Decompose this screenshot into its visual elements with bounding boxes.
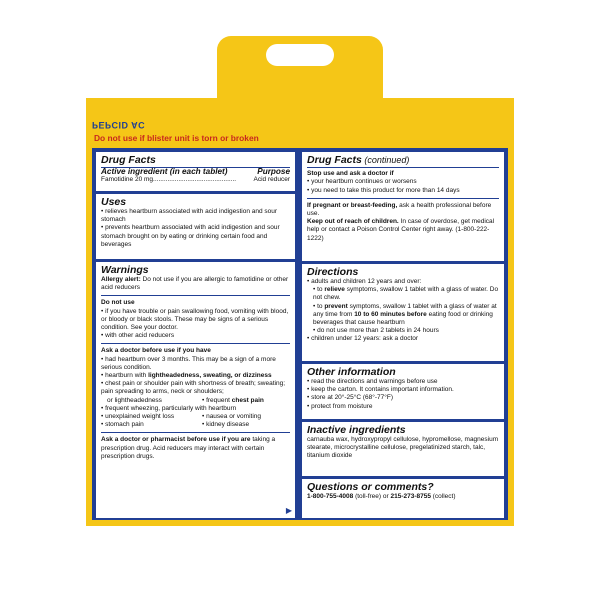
ingredient-name: Famotidine 20 mg <box>101 176 154 184</box>
drug-facts-continued-title: Drug Facts <box>307 154 362 166</box>
keep-out-warning: Keep out of reach of children. In case of overdose, get medical help or contact a Poison Control Center right away. (1-800-222-1222) <box>307 218 495 242</box>
direction-item: • to relieve symptoms, swallow 1 tablet with a glass of water. Do not chew. <box>313 286 499 302</box>
allergy-label: Allergy alert: <box>101 276 141 283</box>
inactive-ingredients-text: carnauba wax, hydroxypropyl cellulose, hypromellose, magnesium stearate, microcrystalline cellulose, pregelatinized starch, talc, titanium dioxide <box>307 436 499 460</box>
active-ingredient-section <box>96 152 295 186</box>
direction-item: • to prevent symptoms, swallow 1 tablet with a glass of water at any time from 10 to 60 minutes before eating food or drinking beverages that cause heartburn <box>313 302 497 327</box>
purpose-header: Purpose <box>257 167 290 176</box>
other-item: • store at 20°-25°C (68°-77°F) <box>307 394 394 402</box>
pregnancy-warning: If pregnant or breast-feeding, ask a health professional before use. <box>307 198 499 218</box>
directions-section <box>302 264 504 346</box>
direction-item: • adults and children 12 years and over: <box>307 278 422 285</box>
inactive-ingredients-section <box>302 422 504 463</box>
uses-section <box>96 194 295 251</box>
use-item: • relieves heartburn associated with acid indigestion and sour stomach <box>101 208 278 224</box>
use-item: • prevents heartburn associated with acid indigestion and sour stomach brought on by eating or drinking certain food and beverages <box>101 224 280 248</box>
stop-use-title: Stop use and ask a doctor if <box>307 170 394 178</box>
allergy-text: Do not use if you are allergic to famotidine or other acid reducers <box>101 276 289 292</box>
questions-section: Questions or comments? 1-800-755-4008 (toll-free) or 215-273-8755 (collect) <box>302 479 504 503</box>
blister-warning: Do not use if blister unit is torn or broken <box>94 133 259 143</box>
other-item: • keep the carton. It contains important information. <box>307 386 454 394</box>
warnings-title: Warnings <box>101 264 149 276</box>
other-information-section <box>302 364 504 413</box>
phone-toll-free: 1-800-755-4008 <box>307 493 354 500</box>
hang-hole <box>266 44 334 66</box>
inactive-ingredients-title: Inactive ingredients <box>307 424 406 436</box>
do-not-use-title: Do not use <box>101 299 135 307</box>
continue-arrow-icon: ▶ <box>285 506 292 515</box>
drug-facts-right-column <box>302 152 504 518</box>
brand-logo-upside-down: PEPCID AC <box>92 120 146 130</box>
phone-collect: 215-273-8755 <box>390 493 431 500</box>
other-item: • protect from moisture <box>307 402 373 410</box>
do-not-use-item: • if you have trouble or pain swallowing food, vomiting with blood, or bloody or black stools. These may be signs of a serious condition. See your doctor. <box>101 307 289 332</box>
direction-item: • do not use more than 2 tablets in 24 hours <box>313 327 439 335</box>
pharmacist-warning: Ask a doctor or pharmacist before use if you are taking a prescription drug. Acid reducers may interact with certain prescription drugs. <box>101 432 290 461</box>
stop-item: • you need to take this product for more than 14 days <box>307 186 460 194</box>
questions-title: Questions or comments? <box>307 481 434 493</box>
warnings-section: Warnings Allergy alert: Do not use if you are allergic to famotidine or other acid reducers Do not use • if you have trouble or pain swallowing food, vomiting with blood, or bloody or black stools. These may be signs of a serious condition. See your doctor. • with other acid reducers Ask a doctor before use if you have • had heartburn over 3 months. This may be a sign of a more serious condition. • heartburn with lightheadedness, sweating, or dizziness • chest pain or shoulder pain with shortness of breath; sweating; pain spreading to arms, neck or shoulders; or lightheadedness • frequent chest pain • frequent wheezing, particularly with heartburn • unexplained weight loss • nausea or vomiting • stomach pain • kidney disease Ask a doctor or pharmacist before use if you are taking a prescription drug. Acid reducers may interact with certain prescription drugs. <box>101 264 289 460</box>
uses-title: Uses <box>101 196 127 208</box>
drug-facts-panel <box>92 148 508 520</box>
stop-use-section: Drug Facts (continued) Stop use and ask a doctor if • your heartburn continues or worsens • you need to take this product for more than 14 days If pregnant or breast-feeding, ask a health professional before use. Keep out of reach of children. In case of overdose, get medical help or contact a Poison Control Center right away. (1-800-222-1222) <box>302 152 504 245</box>
do-not-use-item: • with other acid reducers <box>101 332 175 340</box>
direction-item: • children under 12 years: ask a doctor <box>307 335 419 343</box>
active-ingredient-header: Active ingredient (in each tablet) <box>101 167 228 176</box>
other-information-title: Other information <box>307 366 396 378</box>
package-back <box>86 98 514 526</box>
other-item: • read the directions and warnings before use <box>307 378 438 385</box>
product-package <box>86 36 514 526</box>
stop-item: • your heartburn continues or worsens <box>307 178 417 186</box>
directions-title: Directions <box>307 266 359 278</box>
ask-doctor-item: • chest pain or shoulder pain with shortness of breath; sweating; pain spreading to arms, neck or shoulders; <box>101 380 286 396</box>
ingredient-dots: .............................................. <box>153 176 237 184</box>
drug-facts-title: Drug Facts <box>101 154 156 166</box>
ask-doctor-item: • heartburn with lightheadedness, sweating, or dizziness <box>101 372 272 380</box>
ask-doctor-item: • frequent wheezing, particularly with heartburn <box>101 404 237 412</box>
drug-facts-left-column <box>96 152 295 518</box>
ask-doctor-item: • had heartburn over 3 months. This may be a sign of a more serious condition. <box>101 355 276 371</box>
ingredient-purpose: Acid reducer <box>253 176 290 184</box>
brand-band <box>86 98 514 132</box>
ask-doctor-title: Ask a doctor before use if you have <box>101 347 211 355</box>
